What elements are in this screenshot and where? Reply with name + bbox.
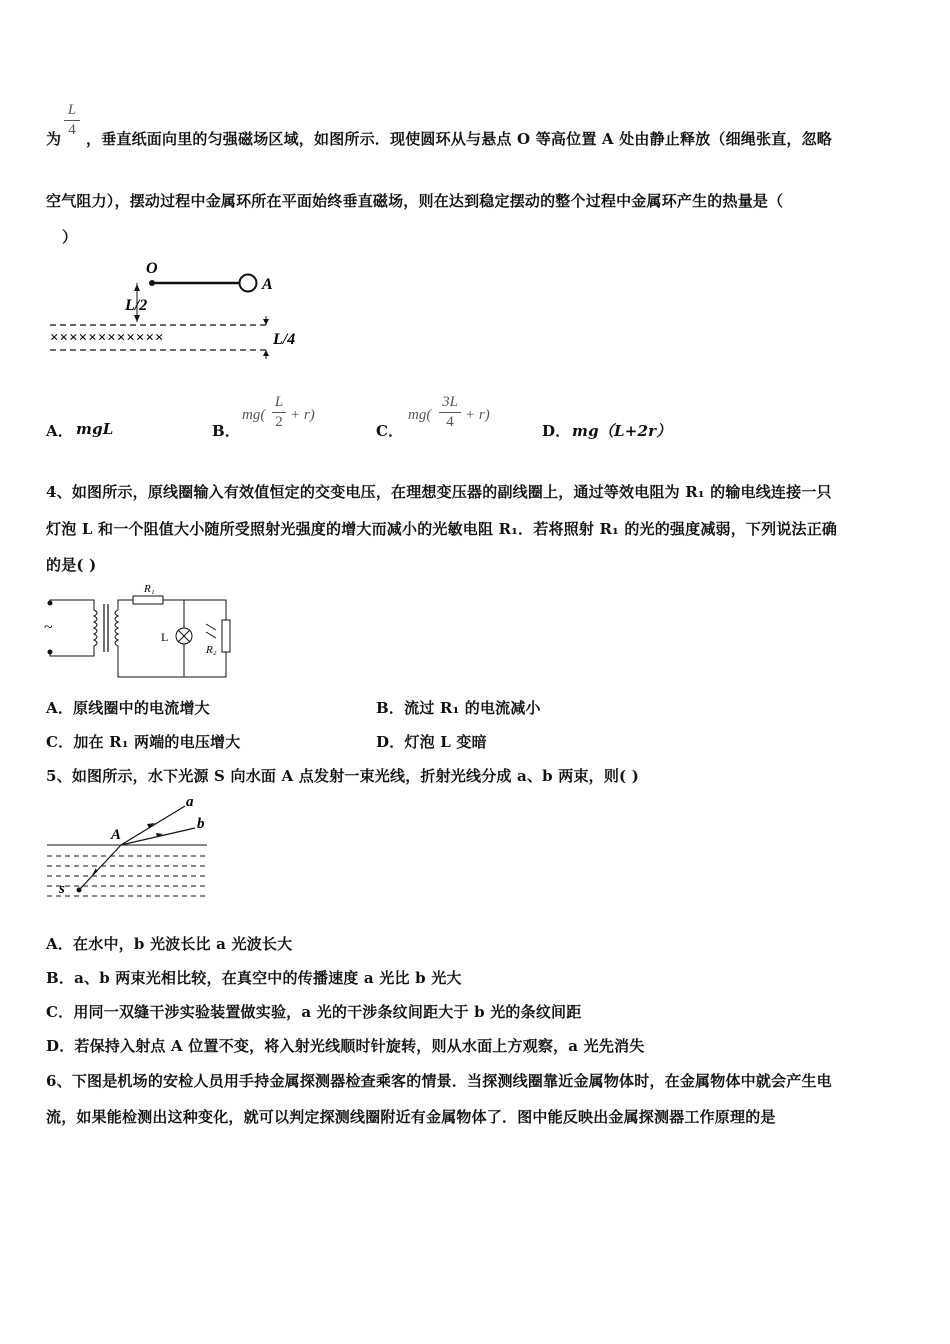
q3-option-c-pre: mg( (408, 407, 432, 423)
q3-option-b-pre: mg( (242, 407, 266, 423)
primary-wire (50, 600, 94, 610)
light-ray-2 (206, 632, 216, 638)
q3-pendulum-figure (45, 258, 315, 363)
arrow-up (134, 284, 140, 291)
label-source-s: s (59, 881, 65, 897)
resistor-r1 (133, 596, 163, 604)
fraction-l-over-4 (64, 102, 80, 139)
q3-option-c-fraction (439, 394, 461, 431)
refracted-ray-a (121, 806, 185, 845)
arrow-quarter-up (263, 350, 269, 356)
label-quarter: L/4 (273, 331, 296, 348)
q3-option-d-label: D． (542, 422, 571, 440)
label-a: A (262, 276, 273, 293)
secondary-wire-top (118, 600, 133, 610)
q3-option-c-den: 4 (446, 414, 454, 430)
ac-symbol: ~ (44, 619, 53, 636)
primary-coil (94, 610, 97, 646)
incident-ray (79, 845, 121, 890)
q5-option-c: C．用同一双缝干涉实验装置做实验，a 光的干涉条纹间距大于 b 光的条纹间距 (46, 1003, 582, 1021)
q5-refraction-figure (45, 792, 215, 902)
label-ray-b: b (197, 816, 205, 832)
q5-option-a: A．在水中，b 光波长比 a 光波长大 (46, 935, 293, 953)
q3-line3: ） (62, 228, 78, 246)
label-r1: R₁ (144, 583, 155, 595)
light-source (77, 888, 82, 893)
q4-option-d: D．灯泡 L 变暗 (376, 733, 487, 751)
metal-ring (240, 275, 257, 292)
q3-option-a: mgL (76, 420, 114, 438)
q4-line2: 灯泡 L 和一个阻值大小随所受照射光强度的增大而减小的光敏电阻 R₁．若将照射 R₁ 的光的强度减弱，下列说法正确 (46, 520, 838, 538)
q4-option-a: A．原线圈中的电流增大 (46, 699, 210, 717)
primary-wire-bottom (50, 646, 94, 656)
label-o: O (146, 260, 158, 277)
light-ray-1 (206, 624, 216, 630)
q4-option-c: C．加在 R₁ 两端的电压增大 (46, 733, 241, 751)
q5-option-b: B．a、b 两束光相比较，在真空中的传播速度 a 光比 b 光大 (46, 969, 462, 987)
q3-option-c-label: C． (376, 422, 404, 440)
q3-option-b-num: L (274, 394, 284, 410)
q4-line1: 4、如图所示，原线圈输入有效值恒定的交变电压，在理想变压器的副线圈上，通过等效电阻为 R₁ 的输电线连接一只 (46, 483, 832, 501)
label-r2: R₂ (206, 644, 217, 656)
q3-option-b-den: 2 (275, 414, 283, 430)
q3-option-b-post: + r) (290, 407, 315, 423)
q6-line1: 6、下图是机场的安检人员用手持金属探测器检查乘客的情景．当探测线圈靠近金属物体时，在金属物体中就会产生电 (46, 1072, 832, 1090)
q3-option-b-label: B． (212, 422, 241, 440)
q4-circuit-figure (40, 580, 240, 685)
label-half: L/2 (125, 297, 148, 314)
q5-option-d: D．若保持入射点 A 位置不变，将入射光线顺时针旋转，则从水面上方观察，a 光先消失 (46, 1037, 645, 1055)
fraction-numerator: L (67, 102, 77, 118)
q3-line1-prefix: 为 (46, 130, 62, 148)
q6-line2: 流，如果能检测出这种变化，就可以判定探测线圈附近有金属物体了．图中能反映出金属探测器工作原理的是 (46, 1108, 776, 1126)
q4-option-b: B．流过 R₁ 的电流减小 (376, 699, 541, 717)
arrow-quarter-down (263, 319, 269, 325)
q4-line3: 的是( ) (46, 556, 97, 574)
arrow-down (134, 315, 140, 322)
wire-top-right (163, 600, 226, 620)
label-lamp: L (161, 630, 169, 644)
q3-line1: ，垂直纸面向里的匀强磁场区域，如图所示．现使圆环从与悬点 O 等高位置 A 处由静止释放（细绳张直，忽略 (86, 130, 832, 148)
q3-option-d: mg（L+2r） (572, 422, 672, 440)
fraction-denominator: 4 (68, 122, 76, 138)
q3-option-b-fraction (272, 394, 286, 431)
label-ray-a: a (186, 794, 194, 810)
q5-line1: 5、如图所示，水下光源 S 向水面 A 点发射一束光线，折射光线分成 a、b 两束，则( ) (46, 767, 640, 785)
field-crosses: ×××××××××××× (50, 330, 165, 346)
q3-option-c-num: 3L (442, 394, 458, 410)
photoresistor-r2 (222, 620, 230, 652)
q3-option-c-post: + r) (465, 407, 490, 423)
label-point-a: A (111, 827, 122, 843)
q3-option-a-label: A． (46, 422, 74, 440)
secondary-coil (115, 610, 118, 646)
q3-line2: 空气阻力），摆动过程中金属环所在平面始终垂直磁场，则在达到稳定摆动的整个过程中金属环产生的热量是（ (46, 192, 784, 210)
